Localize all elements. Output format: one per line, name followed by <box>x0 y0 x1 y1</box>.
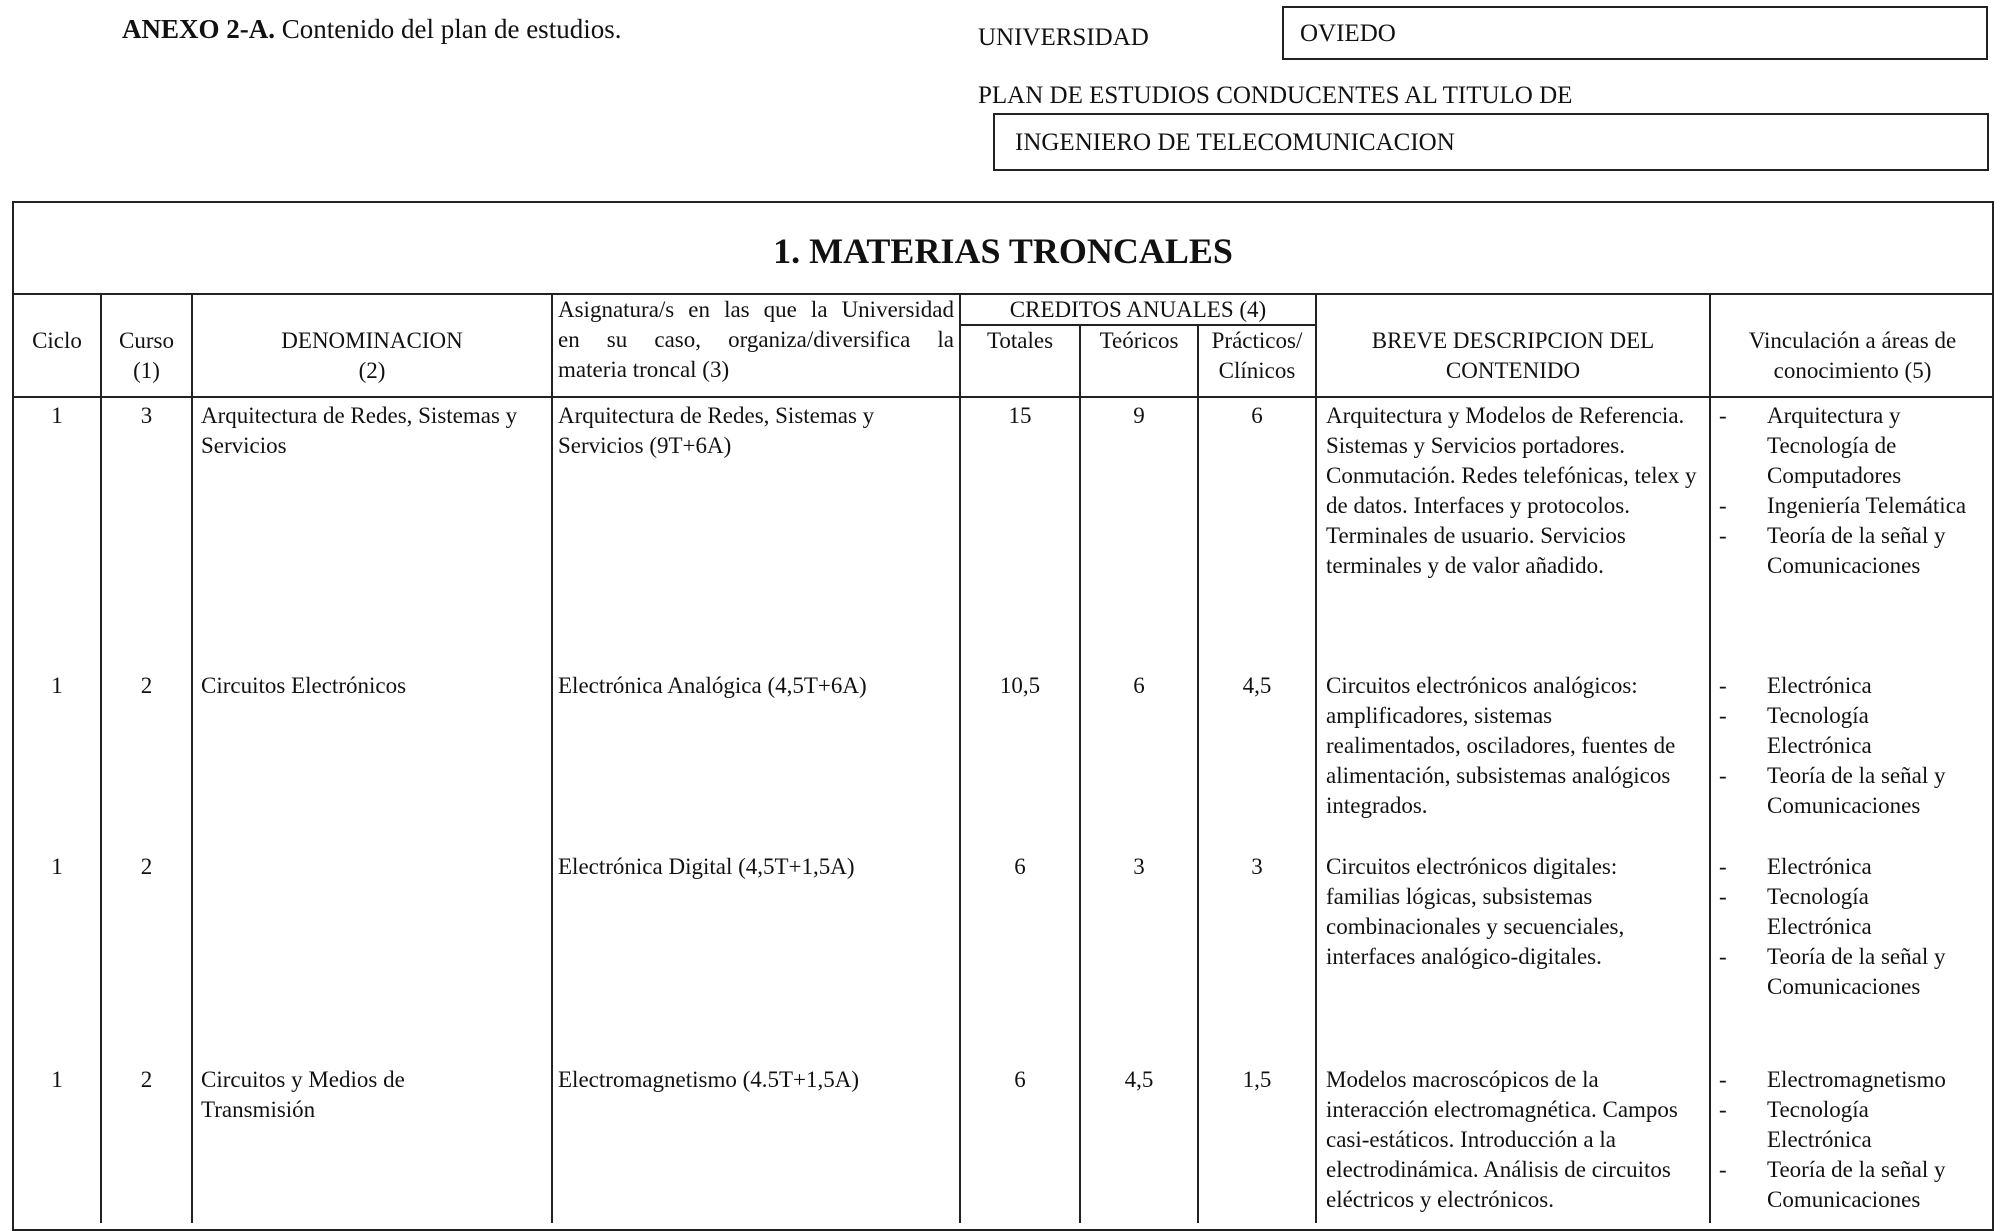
section-title: 1. MATERIAS TRONCALES <box>773 231 1233 271</box>
cell-asignatura: Electrónica Analógica (4,5T+6A) <box>558 673 867 698</box>
cell-asignatura: Electromagnetismo (4.5T+1,5A) <box>558 1067 860 1092</box>
header-descripcion-line2: CONTENIDO <box>1445 358 1581 383</box>
area-item: - Ingeniería Telemática <box>1719 491 1994 521</box>
cell-ciclo: 1 <box>51 854 63 879</box>
cell-curso: 2 <box>140 673 153 698</box>
area-item: - Tecnología Electrónica <box>1719 882 1897 942</box>
area-item: - Arquitectura y Tecnología de Computadores <box>1719 401 1994 491</box>
area-item: - Tecnología Electrónica <box>1719 701 1897 761</box>
cell-teoricos: 6 <box>1133 673 1145 698</box>
area-item: - Electrónica <box>1719 852 1994 882</box>
cell-asignatura: Arquitectura de Redes, Sistemas y Servicios (9T+6A) <box>558 403 875 458</box>
cell-asignatura: Electrónica Digital (4,5T+1,5A) <box>558 854 855 879</box>
degree-field: INGENIERO DE TELECOMUNICACION <box>993 113 1989 171</box>
header-practicos: Prácticos/ <box>1211 328 1303 353</box>
cell-ciclo: 1 <box>51 673 63 698</box>
area-item: - Electromagnetismo <box>1719 1065 1994 1095</box>
annex-title <box>122 14 621 45</box>
cell-practicos: 6 <box>1251 403 1263 428</box>
cell-curso: 2 <box>140 854 153 879</box>
header-vinculacion-line2: conocimiento (5) <box>1773 358 1932 383</box>
cell-teoricos: 3 <box>1133 854 1145 879</box>
cell-curso: 2 <box>140 1067 153 1092</box>
area-item: - Teoría de la señal y Comunicaciones <box>1719 521 1994 581</box>
cell-totales: 15 <box>1008 403 1032 428</box>
cell-practicos: 3 <box>1251 854 1263 879</box>
cell-descripcion: Circuitos electrónicos analógicos: amplificadores, sistemas realimentados, osciladores, fuentes de alimentación, subsistemas analógicos integrados. <box>1326 673 1676 818</box>
annex-label: ANEXO 2-A. <box>122 14 275 44</box>
plan-label: PLAN DE ESTUDIOS CONDUCENTES AL TITULO DE <box>978 82 1573 109</box>
header-curso: Curso <box>119 328 174 353</box>
area-item: - Teoría de la señal y Comunicaciones <box>1719 942 1994 1002</box>
cell-ciclo: 1 <box>51 1067 63 1092</box>
header-clinicos: Clínicos <box>1218 358 1296 383</box>
cell-descripcion: Circuitos electrónicos digitales: familias lógicas, subsistemas combinacionales y secuenciales, interfaces analógico-digitales. <box>1326 854 1625 969</box>
cell-ciclo: 1 <box>51 403 63 428</box>
cell-areas <box>1719 671 1994 821</box>
cell-areas <box>1719 852 1994 1002</box>
area-item: - Teoría de la señal y Comunicaciones <box>1719 761 1994 821</box>
cell-descripcion: Modelos macroscópicos de la interacción electromagnética. Campos casi-estáticos. Introducción a la electrodinámica. Análisis de circuitos eléctricos y electrónicos. <box>1326 1067 1678 1212</box>
header-denominacion-note: (2) <box>358 358 386 383</box>
cell-denominacion: Circuitos y Medios de Transmisión <box>201 1067 405 1122</box>
cell-descripcion: Arquitectura y Modelos de Referencia. Sistemas y Servicios portadores. Conmutación. Redes telefónicas, telex y de datos. Interfaces y protocolos. Terminales de usuario. Servicios terminales y de valor añadido. <box>1326 403 1697 578</box>
cell-areas <box>1719 401 1994 581</box>
university-field: OVIEDO <box>1282 6 1988 60</box>
area-item: - Tecnología Electrónica <box>1719 1095 1897 1155</box>
area-item: - Teoría de la señal y Comunicaciones <box>1719 1155 1994 1215</box>
area-item: - Electrónica <box>1719 671 1994 701</box>
header-descripcion: BREVE DESCRIPCION DEL <box>1371 328 1655 353</box>
cell-areas <box>1719 1065 1994 1215</box>
header-totales: Totales <box>986 328 1054 353</box>
header-ciclo: Ciclo <box>32 328 82 353</box>
cell-totales: 6 <box>1014 854 1026 879</box>
cell-denominacion: Arquitectura de Redes, Sistemas y Servicios <box>201 403 518 458</box>
university-label: UNIVERSIDAD <box>978 24 1149 51</box>
cell-denominacion: Circuitos Electrónicos <box>201 673 407 698</box>
cell-totales: 6 <box>1014 1067 1026 1092</box>
header-vinculacion: Vinculación a áreas de <box>1748 328 1957 353</box>
cell-practicos: 4,5 <box>1242 673 1272 698</box>
cell-curso: 3 <box>140 403 153 428</box>
cell-totales: 10,5 <box>999 673 1041 698</box>
cell-teoricos: 9 <box>1133 403 1145 428</box>
cell-teoricos: 4,5 <box>1124 1067 1154 1092</box>
header-denominacion: DENOMINACION <box>281 328 463 353</box>
header-asignatura-line2: en su caso, organiza/diversifica la <box>558 327 954 352</box>
header-curso-note: (1) <box>133 358 160 383</box>
header-asignatura-line3: materia troncal (3) <box>558 357 730 382</box>
cell-practicos: 1,5 <box>1242 1067 1272 1092</box>
header-teoricos: Teóricos <box>1099 328 1179 353</box>
annex-description: Contenido del plan de estudios. <box>281 14 622 44</box>
header-creditos: CREDITOS ANUALES (4) <box>1009 297 1267 322</box>
header-asignatura-line1: Asignatura/s en las que la Universidad <box>558 297 954 322</box>
